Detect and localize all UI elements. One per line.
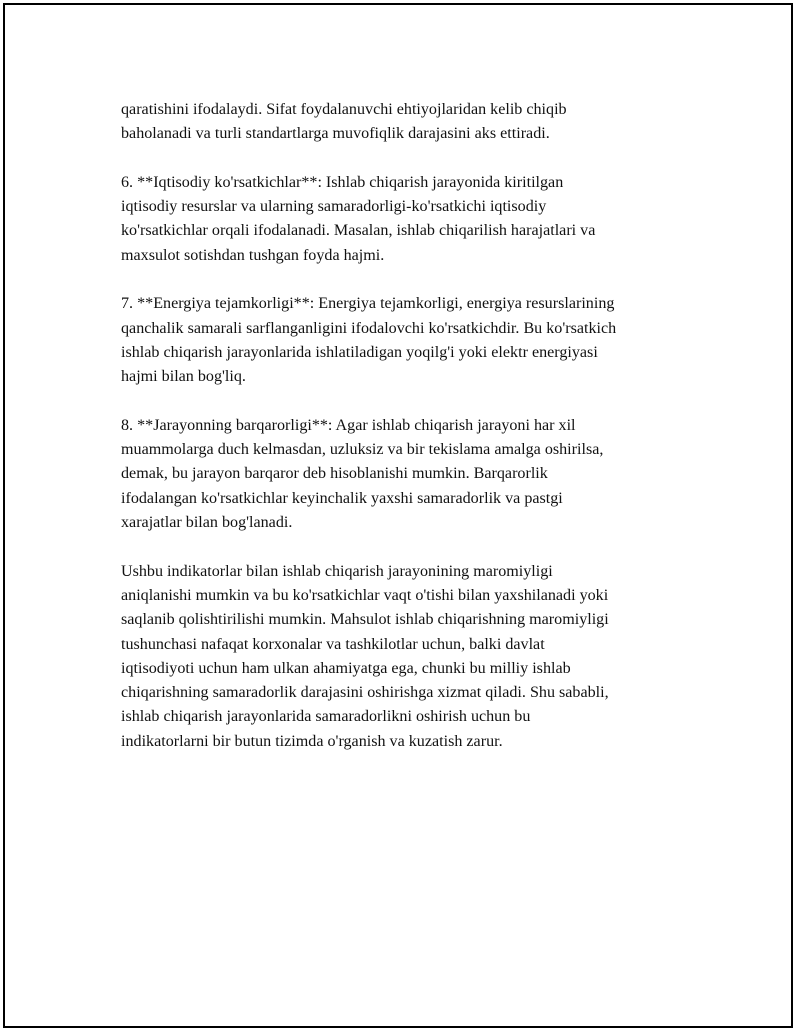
text-line: iqtisodiyoti uchun ham ulkan ahamiyatga ega, chunki bu milliy ishlab [121, 659, 571, 677]
page-frame [3, 3, 793, 1028]
text-line: muammolarga duch kelmasdan, uzluksiz va bir tekislama amalga oshirilsa, [121, 441, 604, 459]
paragraph-economic-indicators [121, 171, 721, 268]
text-line: indikatorlarni bir butun tizimda o'rganish va kuzatish zarur. [121, 732, 503, 750]
text-line: ishlab chiqarish jarayonlarida ishlatiladigan yoqilg'i yoki elektr energiyasi [121, 343, 598, 361]
text-line: baholanadi va turli standartlarga muvofiqlik darajasini aks ettiradi. [121, 125, 550, 143]
text-line: Ushbu indikatorlar bilan ishlab chiqarish jarayonining maromiyligi [121, 562, 553, 580]
text-line: saqlanib qolishtirilishi mumkin. Mahsulot ishlab chiqarishning maromiyligi [121, 611, 609, 629]
text-line: tushunchasi nafaqat korxonalar va tashkilotlar uchun, balki davlat [121, 635, 545, 653]
text-line: qanchalik samarali sarflanganligini ifodalovchi ko'rsatkichdir. Bu ko'rsatkich [121, 319, 617, 337]
text-line: iqtisodiy resurslar va ularning samaradorligi-ko'rsatkichi iqtisodiy [121, 198, 547, 216]
text-line: ko'rsatkichlar orqali ifodalanadi. Masalan, ishlab chiqarilish harajatlari va [121, 222, 596, 240]
text-line: qaratishini ifodalaydi. Sifat foydalanuvchi ehtiyojlaridan kelib chiqib [121, 101, 567, 118]
text-line: xarajatlar bilan bog'lanadi. [121, 514, 293, 532]
paragraph-energy-efficiency [121, 292, 721, 389]
text-line: 8. **Jarayonning barqarorligi**: Agar ishlab chiqarish jarayoni har xil [121, 416, 576, 434]
text-line: 6. **Iqtisodiy ko'rsatkichlar**: Ishlab chiqarish jarayonida kiritilgan [121, 173, 564, 191]
paragraph-quality-continued [121, 98, 721, 147]
text-line: ifodalangan ko'rsatkichlar keyinchalik yaxshi samaradorlik va pastgi [121, 489, 563, 507]
text-line: chiqarishning samaradorlik darajasini oshirishga xizmat qiladi. Shu sababli, [121, 684, 609, 702]
paragraph-conclusion [121, 560, 721, 754]
text-line: ishlab chiqarish jarayonlarida samaradorlikni oshirish uchun bu [121, 708, 531, 726]
text-line: 7. **Energiya tejamkorligi**: Energiya tejamkorligi, energiya resurslarining [121, 295, 615, 313]
text-line: hajmi bilan bog'liq. [121, 368, 246, 386]
text-line: maxsulot sotishdan tushgan foyda hajmi. [121, 246, 385, 264]
paragraph-process-stability [121, 414, 721, 535]
text-line: demak, bu jarayon barqaror deb hisoblanishi mumkin. Barqarorlik [121, 465, 548, 483]
text-line: aniqlanishi mumkin va bu ko'rsatkichlar vaqt o'tishi bilan yaxshilanadi yoki [121, 586, 609, 604]
document-body [121, 98, 721, 778]
